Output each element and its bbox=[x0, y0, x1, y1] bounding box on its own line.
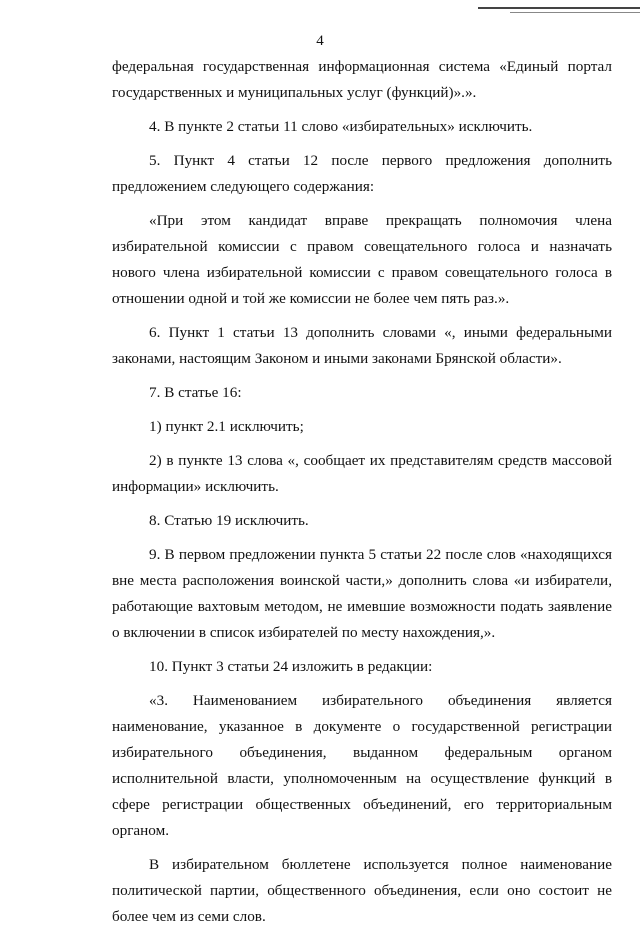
paragraph-portal-continuation: федеральная государственная информационная система «Единый портал государственных и муниципальных услуг (функций)».». bbox=[112, 58, 612, 101]
corner-rule-secondary bbox=[510, 12, 640, 13]
paragraph-item-8: 8. Статью 19 исключить. bbox=[149, 512, 309, 529]
paragraph-quoted-point-3: «3. Наименованием избирательного объединения является наименование, указанное в документе о государственной регистрации избирательного объединения, выданном федеральным органом исполнительной власти, уполномоченным на осуществление функций в сфере регистрации общественных объединений, его территориальным органом. bbox=[112, 692, 612, 839]
paragraph-item-10: 10. Пункт 3 статьи 24 изложить в редакции: bbox=[149, 658, 433, 675]
paragraph-item-4: 4. В пункте 2 статьи 11 слово «избирательных» исключить. bbox=[149, 118, 533, 135]
paragraph-item-7: 7. В статье 16: bbox=[149, 384, 242, 401]
paragraph-item-9: 9. В первом предложении пункта 5 статьи 22 после слов «находящихся вне места расположения воинской части,» дополнить слова «и избиратели, работающие вахтовым методом, не имевшие возможности подать заявление о включении в список избирателей по месту нахождения,». bbox=[112, 546, 612, 641]
page-number: 4 bbox=[316, 33, 324, 49]
paragraph-item-5: 5. Пункт 4 статьи 12 после первого предложения дополнить предложением следующего содержания: bbox=[112, 152, 612, 195]
paragraph-item-7-2: 2) в пункте 13 слова «, сообщает их представителям средств массовой информации» исключить. bbox=[112, 452, 612, 495]
document-body bbox=[112, 54, 612, 938]
corner-rule bbox=[478, 7, 640, 9]
paragraph-item-7-1: 1) пункт 2.1 исключить; bbox=[149, 418, 304, 435]
paragraph-item-6: 6. Пункт 1 статьи 13 дополнить словами «, иными федеральными законами, настоящим Законом и иными законами Брянской области». bbox=[112, 324, 612, 367]
paragraph-ballot-name: В избирательном бюллетене используется полное наименование политической партии, общественного объединения, если оно состоит не более чем из семи слов. bbox=[112, 856, 612, 925]
paragraph-quoted-insertion: «При этом кандидат вправе прекращать полномочия члена избирательной комиссии с правом совещательного голоса и назначать нового члена избирательной комиссии с правом совещательного голоса в отношении одной и той же комиссии не более чем пять раз.». bbox=[112, 212, 612, 307]
